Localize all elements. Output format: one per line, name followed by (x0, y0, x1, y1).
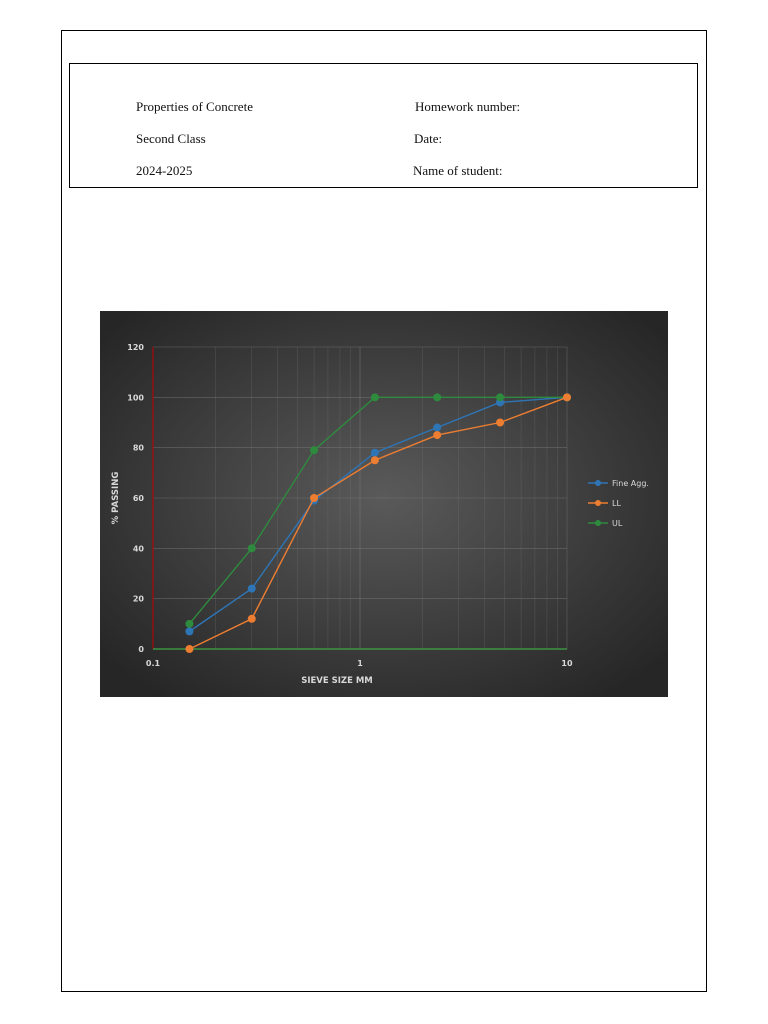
grading-chart (100, 311, 668, 697)
y-tick-label: 80 (132, 443, 144, 453)
y-tick-label: 40 (132, 544, 144, 554)
data-point-ll (310, 494, 318, 502)
x-tick-label: 1 (357, 659, 363, 668)
data-point-ul (185, 620, 193, 628)
data-point-ul (433, 393, 441, 401)
data-point-ll (496, 419, 504, 427)
chart-background (100, 311, 668, 697)
legend-marker-ll (595, 500, 601, 506)
legend-marker-ul (595, 520, 601, 526)
data-point-fine-agg (248, 585, 256, 593)
data-point-ll (248, 615, 256, 623)
academic-year: 2024-2025 (136, 163, 193, 178)
data-point-fine-agg (185, 627, 193, 635)
y-axis-label: % PASSING (111, 471, 121, 525)
x-tick-label: 0.1 (145, 659, 161, 668)
data-point-fine-agg (433, 424, 441, 432)
chart-svg (100, 311, 668, 697)
y-tick-label: 20 (132, 594, 144, 604)
student-name-label: Name of student: (413, 163, 503, 178)
data-point-ll (433, 431, 441, 439)
data-point-ul (371, 393, 379, 401)
legend-label-ll: LL (612, 499, 621, 508)
date-label: Date: (414, 131, 443, 146)
homework-number-label: Homework number: (415, 99, 521, 114)
data-point-ul (310, 446, 318, 454)
x-tick-label: 10 (561, 659, 573, 668)
y-tick-label: 100 (127, 393, 144, 403)
course-title: Properties of Concrete (136, 99, 253, 114)
class-level: Second Class (136, 131, 206, 146)
data-point-fine-agg (371, 449, 379, 457)
legend-label-fine-agg: Fine Agg. (612, 479, 649, 488)
x-axis-label: SIEVE SIZE MM (301, 676, 373, 686)
y-tick-label: 60 (132, 494, 144, 503)
data-point-ul (496, 393, 504, 401)
legend-marker-fine-agg (595, 480, 601, 486)
grid (153, 347, 567, 649)
data-point-ll (371, 456, 379, 464)
data-point-ul (248, 544, 256, 552)
header-box (69, 63, 698, 188)
data-point-ll (185, 645, 193, 653)
legend-label-ul: UL (612, 519, 623, 528)
y-tick-label: 0 (138, 645, 144, 654)
data-point-ll (563, 393, 571, 401)
y-tick-label: 120 (127, 343, 144, 352)
